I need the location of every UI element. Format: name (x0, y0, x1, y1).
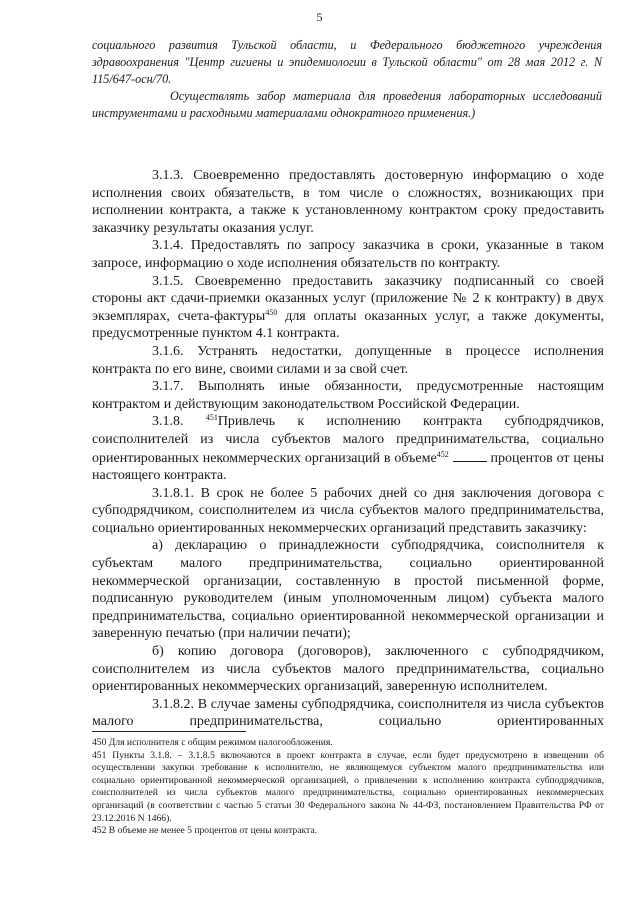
clause-3-1-8-text-a: Привлечь к исполнению контракта субподрядчиков, соисполнителей из числа субъектов малого предпринимательства, социально ориентированных некоммерческих организаций в объеме (92, 414, 604, 466)
clause-3-1-3: 3.1.3. Своевременно предоставлять достоверную информацию о ходе исполнения своих обязательств, в том числе о сложностях, возникающих при исполнении контракта, а также к установленному контрактом сроку предоставить заказчику результаты оказания услуг. (92, 168, 604, 236)
page-number: 5 (316, 10, 323, 24)
footnote-450: 450 Для исполнителя с общим режимом налогообложения. (92, 737, 333, 748)
clause-item-a: а) декларацию о принадлежности субподрядчика, соисполнителя к субъектам малого предпринимательства, социально ориентированной некоммерческой организации, составленную в простой письменной форме, подписанную руководителем (иным уполномоченным лицом) субъекта малого предпринимательства, социально ориентированной некоммерческой организации и заверенную печатью (при наличии печати); (92, 538, 604, 642)
footnotes-block (92, 737, 604, 838)
clause-3-1-8-number: 3.1.8. (152, 414, 206, 430)
footnote-452: 452 В объеме не менее 5 процентов от цены контракта. (92, 825, 317, 837)
footnote-ref-451: 451 (205, 413, 218, 423)
footnote-separator (92, 731, 246, 732)
footnote-ref-452: 452 (436, 449, 449, 459)
clause-3-1-8 (92, 413, 604, 484)
clause-3-1-5-text-b: для оплаты оказанных услуг, а также документы, предусмотренные пунктом 4.1 контракта. (92, 308, 604, 342)
clause-3-1-5 (92, 273, 604, 343)
percent-blank-field (453, 449, 487, 462)
clauses-block (92, 167, 604, 731)
intro-block (92, 37, 602, 122)
clause-3-1-8-text-b: процентов от цены настоящего контракта. (92, 450, 605, 484)
clause-3-1-6: 3.1.6. Устранять недостатки, допущенные в процессе исполнения контракта по его вине, своими силами и за свой счет. (92, 343, 604, 377)
clause-3-1-7: 3.1.7. Выполнять иные обязанности, предусмотренные настоящим контрактом и действующим законодательством Российской Федерации. (92, 379, 604, 412)
footnote-ref-450: 450 (265, 307, 278, 317)
clause-3-1-5-text-a: 3.1.5. Своевременно предоставить заказчику подписанный со своей стороны акт сдачи-приемки оказанных услуг (приложение № 2 к контракту) в двух экземплярах, счета-фактуры (92, 273, 604, 324)
intro-paragraph: социального развития Тульской области, и Федерального бюджетного учреждения здравоохранения "Центр гигиены и эпидемиологии в Тульской области" от 28 мая 2012 г. N 115/647-осн/70. (92, 38, 602, 86)
clause-3-1-4: 3.1.4. Предоставлять по запросу заказчика в сроки, указанные в таком запросе, информацию о ходе исполнения обязательств по контракту. (92, 238, 604, 271)
intro-paragraph-2: Осуществлять забор материала для проведения лабораторных исследований инструментами и расходными материалами однократного применения.) (92, 89, 602, 120)
clause-3-1-8-1: 3.1.8.1. В срок не более 5 рабочих дней со дня заключения договора с субподрядчиком, соисполнителем из числа субъектов малого предпринимательства, социально ориентированных некоммерческих организаций представить заказчику: (92, 485, 604, 536)
clause-3-1-8-2: 3.1.8.2. В случае замены субподрядчика, соисполнителя из числа субъектов малого предпринимательства, социально ориентированных (92, 696, 604, 730)
footnote-451: 451 Пункты 3.1.8. – 3.1.8.5 включаются в проект контракта в случае, если будет предусмотрено в извещении об осуществлении закупки требование к исполнителю, не являющемуся субъектом малого предпринимательства или социально ориентированной некоммерческой организацией, о привлечении к исполнению контракта субподрядчиков, соисполнителей из числа субъектов малого предпринимательства, социально ориентированных некоммерческих организаций (в соответствии с частью 5 статьи 30 Федерального закона № 44-ФЗ, постановлением Правительства РФ от 23.12.2016 N 1466). (92, 749, 604, 824)
clause-item-b: б) копию договора (договоров), заключенного с субподрядчиком, соисполнителем из числа субъектов малого предпринимательства, социально ориентированных некоммерческих организаций, заверенную исполнителем. (92, 644, 604, 695)
